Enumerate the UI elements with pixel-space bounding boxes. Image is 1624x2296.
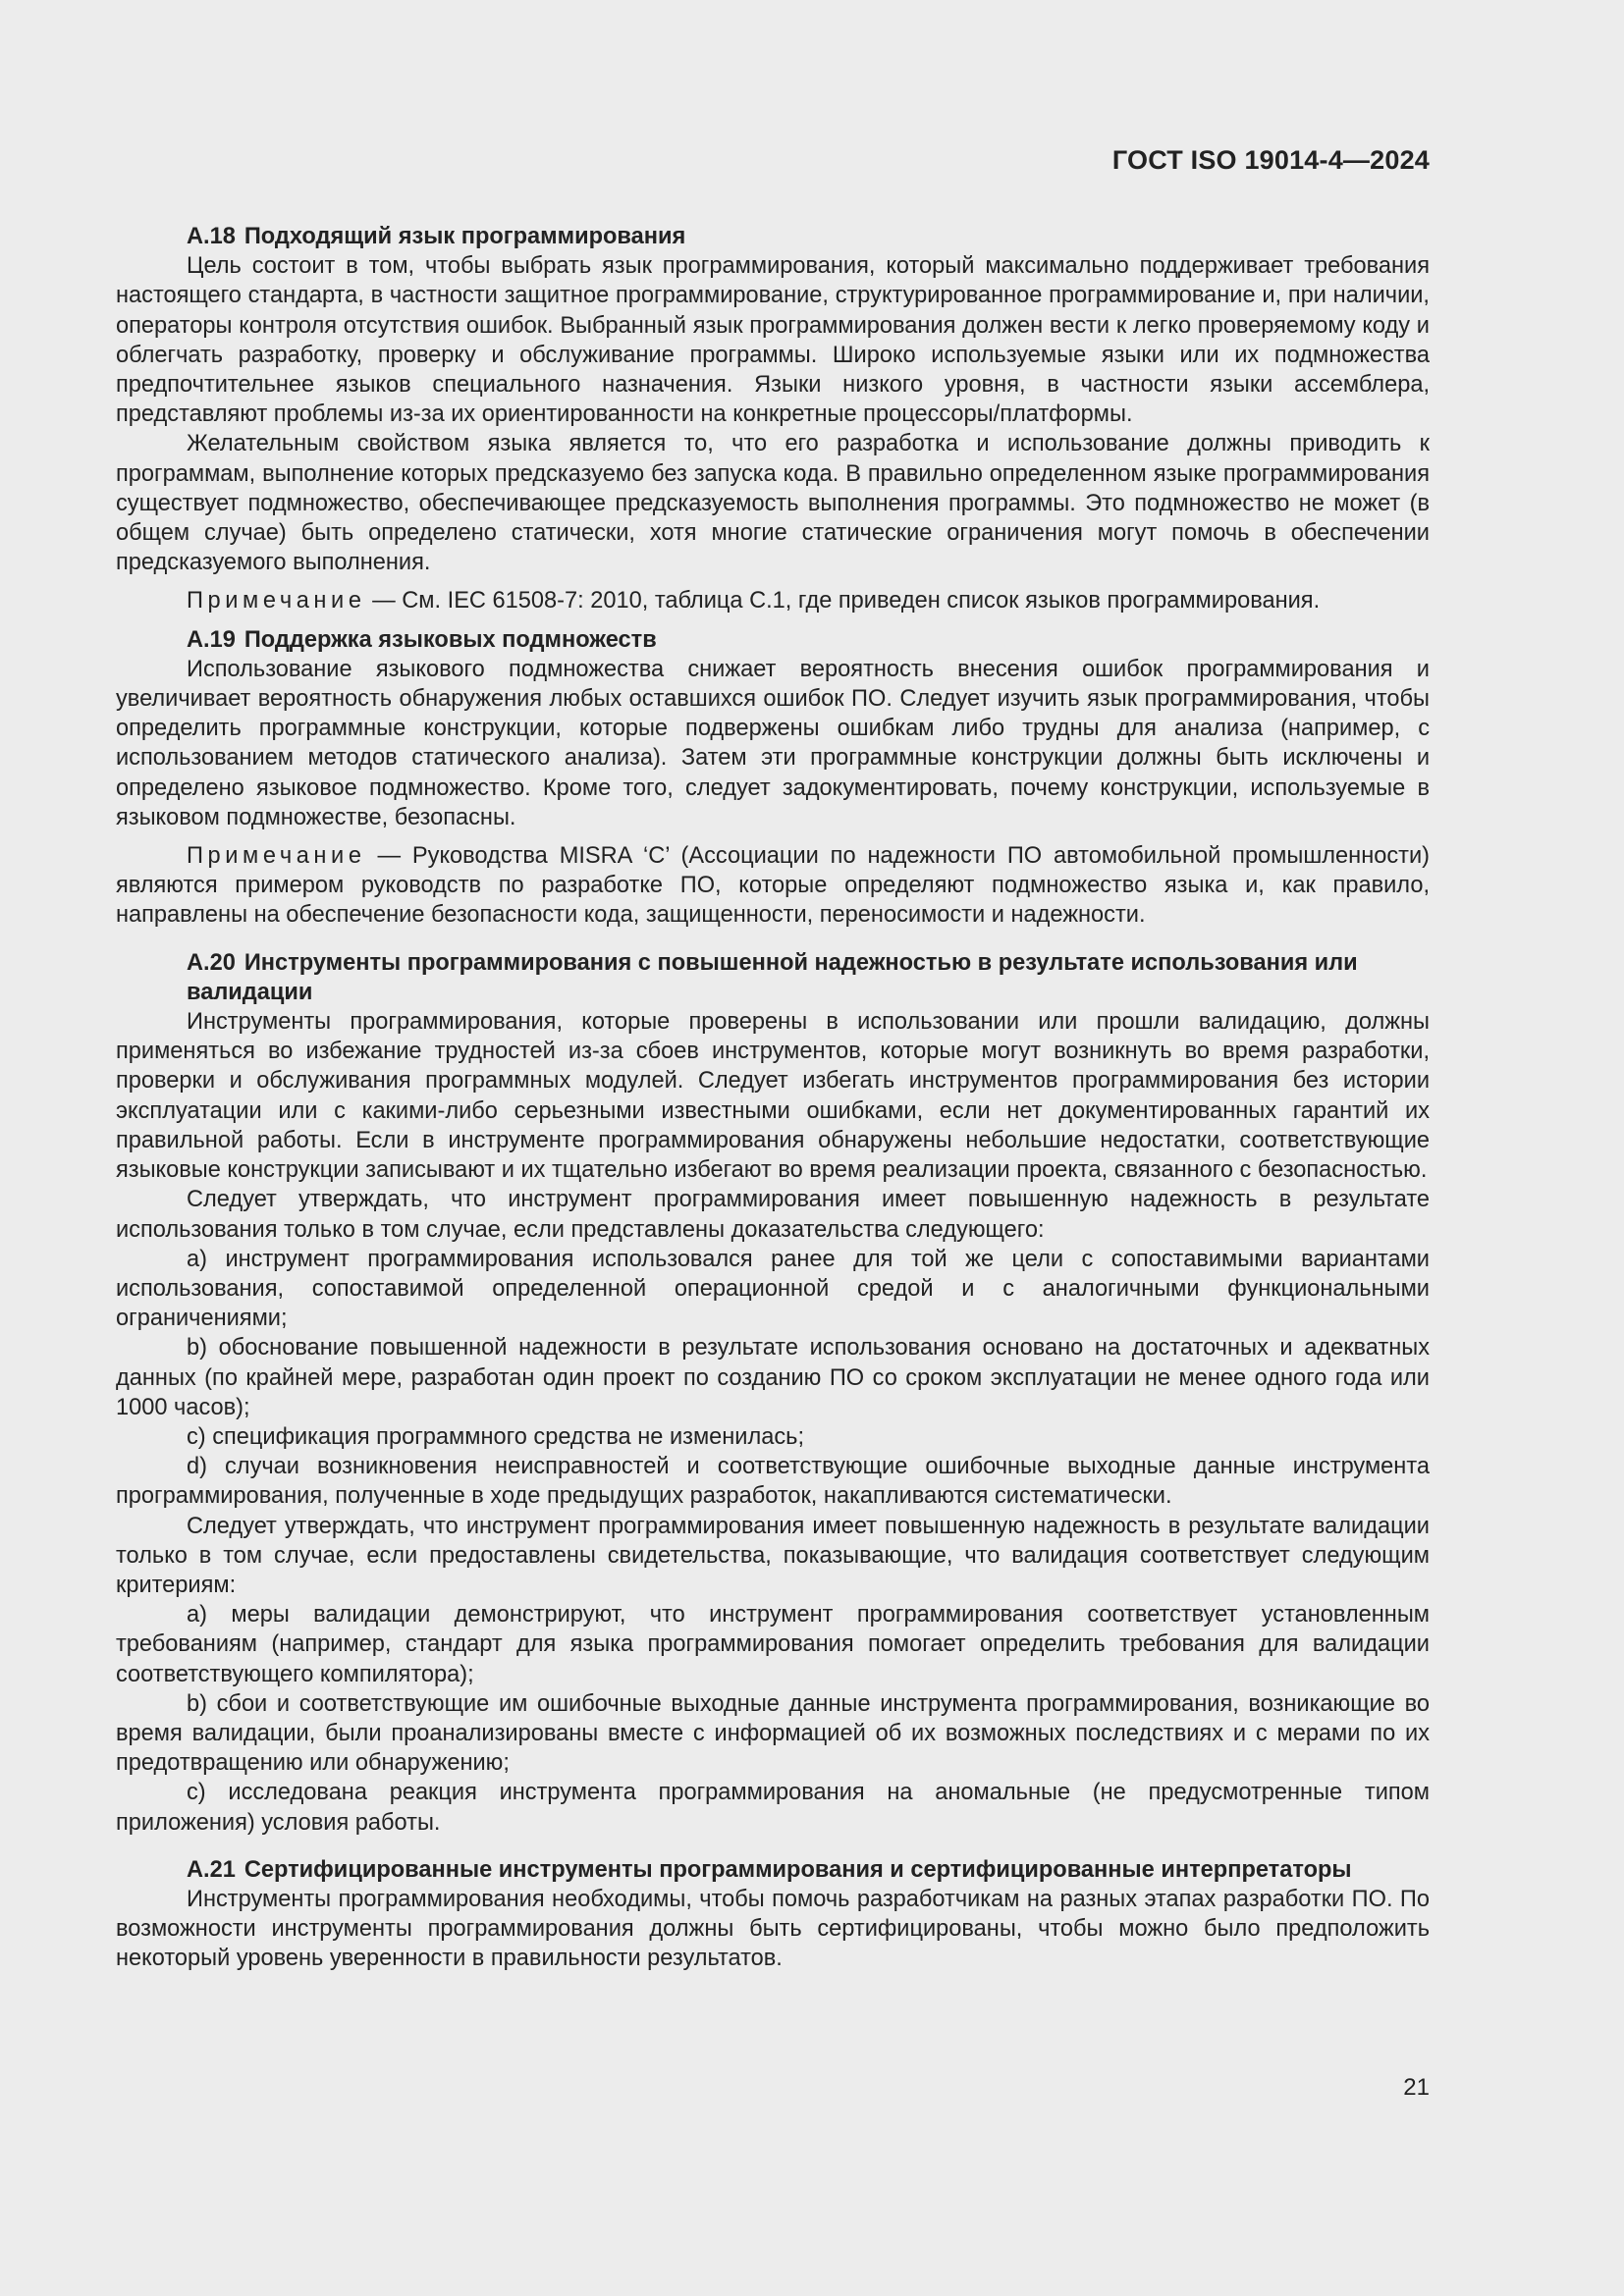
section-title: Инструменты программирования с повышенной надежностью в результате использования или валидации xyxy=(187,949,1358,1005)
section-number: А.19 xyxy=(187,626,236,653)
page-number: 21 xyxy=(1403,2074,1430,2101)
section-heading-a19 xyxy=(116,625,1430,655)
note xyxy=(116,841,1430,931)
section-heading-a18 xyxy=(116,222,1430,251)
list-item: a) меры валидации демонстрируют, что инструмент программирования соответствует установленным требованиям (например, стандарт для языка программирования помогает определить требования для валидации соответствующего компилятора); xyxy=(116,1602,1430,1687)
note-text: — Руководства MISRA ‘C’ (Ассоциации по надежности ПО автомобильной промышленности) являются примером руководств по разработке ПО, которые определяют подмножество языка и, как правило, направлены на обеспечение безопасности кода, защищенности, переносимости и надежности. xyxy=(116,843,1430,929)
section-title: Сертифицированные инструменты программирования и сертифицированные интерпретаторы xyxy=(244,1856,1352,1883)
note-label: Примечание xyxy=(187,843,366,870)
paragraph: Инструменты программирования необходимы, чтобы помочь разработчикам на разных этапах разработки ПО. По возможности инструменты программирования должны быть сертифицированы, чтобы можно было предположить некоторый уровень уверенности в правильности результатов. xyxy=(116,1886,1430,1972)
list-item: b) обоснование повышенной надежности в результате использования основано на достаточных и адекватных данных (по крайней мере, разработан один проект по созданию ПО со сроком эксплуатации не менее одного года или 1000 часов); xyxy=(116,1335,1430,1420)
section-title: Поддержка языковых подмножеств xyxy=(244,626,657,653)
section-number: А.21 xyxy=(187,1856,236,1883)
note xyxy=(116,586,1430,615)
list-item: d) случаи возникновения неисправностей и соответствующие ошибочные выходные данные инструмента программирования, полученные в ходе предыдущих разработок, накапливаются систематически. xyxy=(116,1454,1430,1510)
list-item: c) спецификация программного средства не изменилась; xyxy=(187,1423,805,1450)
section-number: А.20 xyxy=(187,949,236,976)
paragraph: Использование языкового подмножества снижает вероятность внесения ошибок программирования и увеличивает вероятность обнаружения любых оставшихся ошибок ПО. Следует изучить язык программирования, чтобы определить программные конструкции, которые подвержены ошибкам либо трудны для анализа (например, с использованием методов статического анализа). Затем эти программные конструкции должны быть исключены и определено языковое подмножество. Кроме того, следует задокументировать, почему конструкции, используемые в языковом подмножестве, безопасны. xyxy=(116,656,1430,830)
list-item: c) исследована реакция инструмента программирования на аномальные (не предусмотренные типом приложения) условия работы. xyxy=(116,1780,1430,1836)
paragraph: Инструменты программирования, которые проверены в использовании или прошли валидацию, должны применяться во избежание трудностей из-за сбоев инструментов, которые могут возникнуть во время разработки, проверки и обслуживания программных модулей. Следует избегать инструментов программирования без истории эксплуатации или с какими-либо серьезными известными ошибками, если нет документированных гарантий их правильной работы. Если в инструменте программирования обнаружены небольшие недостатки, соответствующие языковые конструкции записывают и их тщательно избегают во время реализации проекта, связанного с безопасностью. xyxy=(116,1009,1430,1184)
section-heading-a21 xyxy=(116,1855,1430,1885)
document-standard-id: ГОСТ ISO 19014-4—2024 xyxy=(1111,145,1430,175)
section-title: Подходящий язык программирования xyxy=(244,224,686,249)
document-body xyxy=(116,222,1430,1974)
section-heading-a20 xyxy=(116,948,1430,1007)
paragraph: Цель состоит в том, чтобы выбрать язык программирования, который максимально поддерживает требования настоящего стандарта, в частности защитное программирование, структурированное программирование и, при наличии, операторы контроля отсутствия ошибок. Выбранный язык программирования должен вести к легко проверяемому коду и облегчать разработку, проверку и обслуживание программы. Широко используемые языки или их подмножества предпочтительнее языков специального назначения. Языки низкого уровня, в частности языки ассемблера, представляют проблемы из-за их ориентированности на конкретные процессоры/платформы. xyxy=(116,253,1430,428)
section-number: А.18 xyxy=(187,224,236,249)
list-item: a) инструмент программирования использовался ранее для той же цели с сопоставимыми вариантами использования, сопоставимой определенной операционной средой и с аналогичными функциональными ограничениями; xyxy=(116,1246,1430,1332)
paragraph: Следует утверждать, что инструмент программирования имеет повышенную надежность в результате использования только в том случае, если представлены доказательства следующего: xyxy=(116,1187,1430,1243)
note-text: — См. IEC 61508-7: 2010, таблица C.1, где приведен список языков программирования. xyxy=(365,588,1321,614)
paragraph: Следует утверждать, что инструмент программирования имеет повышенную надежность в результате валидации только в том случае, если предоставлены свидетельства, показывающие, что валидация соответствует следующим критериям: xyxy=(116,1513,1430,1598)
note-label: Примечание xyxy=(187,588,366,614)
list-item: b) сбои и соответствующие им ошибочные выходные данные инструмента программирования, возникающие во время валидации, были проанализированы вместе с информацией об их возможных последствиях и с мерами по их предотвращению или обнаружению; xyxy=(116,1690,1430,1777)
paragraph: Желательным свойством языка является то, что его разработка и использование должны приводить к программам, выполнение которых предсказуемо без запуска кода. В правильно определенном языке программирования существует подмножество, обеспечивающее предсказуемость выполнения программы. Это подмножество не может (в общем случае) быть определено статически, хотя многие статические ограничения могут помочь в обеспечении предсказуемого выполнения. xyxy=(116,431,1430,576)
